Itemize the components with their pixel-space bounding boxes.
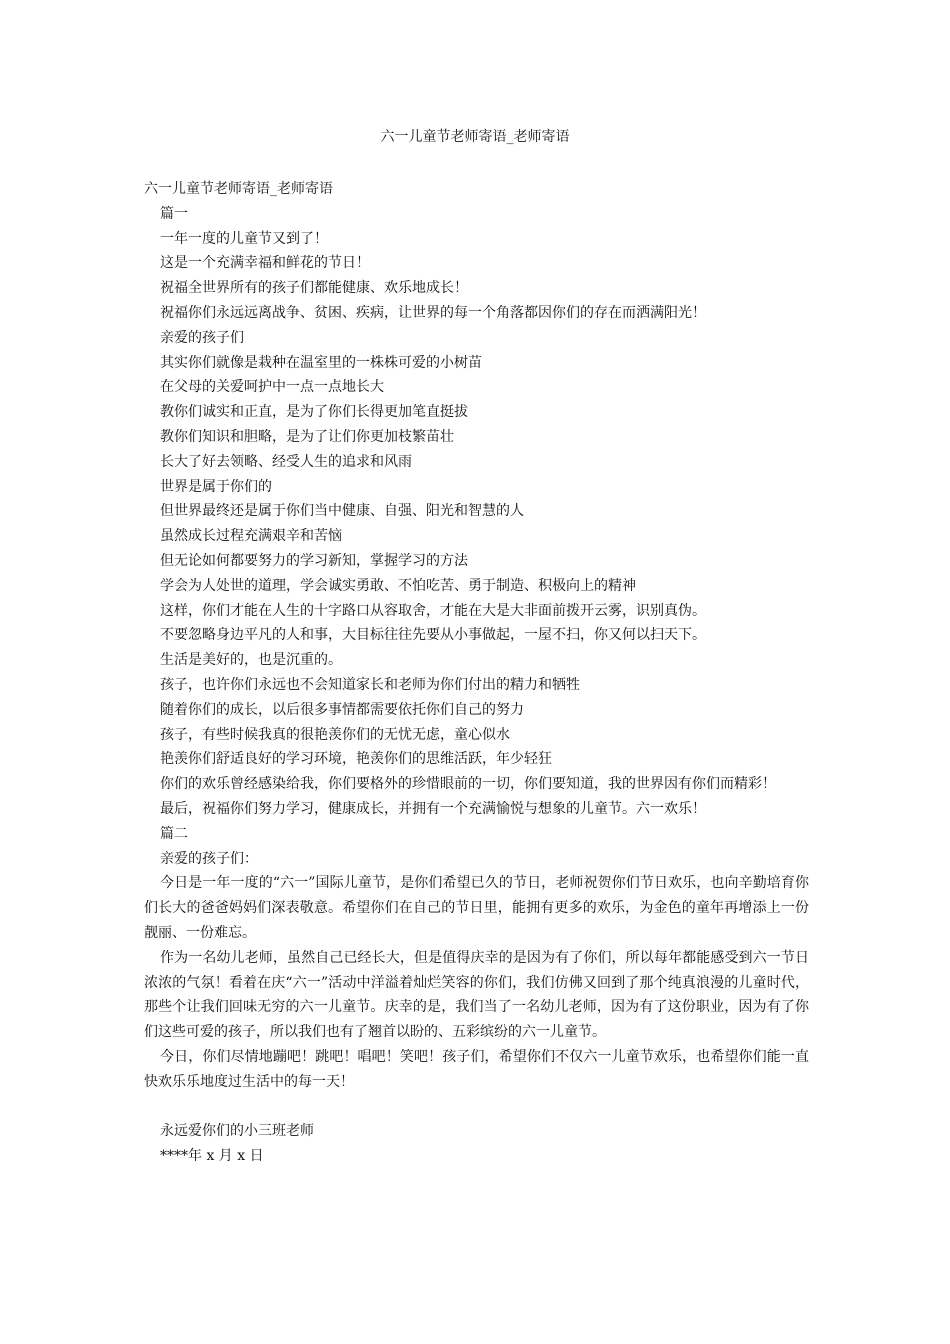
- poem-line: 随着你们的成长，以后很多事情都需要依托你们自己的努力: [160, 701, 524, 718]
- poem-line: 不要忽略身边平凡的人和事，大目标往往先要从小事做起，一屋不扫，你又何以扫天下。: [160, 627, 706, 644]
- signature-date: ****年 x 月 x 日: [160, 1148, 264, 1165]
- poem-line: 虽然成长过程充满艰辛和苦恼: [160, 528, 342, 545]
- poem-line: 这是一个充满幸福和鲜花的节日！: [160, 255, 370, 272]
- poem-line: 但无论如何都要努力的学习新知，掌握学习的方法: [160, 552, 468, 569]
- poem-line: 孩子，也许你们永远也不会知道家长和老师为你们付出的精力和牺牲: [160, 676, 580, 693]
- document-heading: 六一儿童节老师寄语_老师寄语: [144, 181, 333, 197]
- poem-line: 这样，你们才能在人生的十字路口从容取舍，才能在大是大非面前拨开云雾，识别真伪。: [160, 602, 706, 619]
- section2-paragraph-3: 今日，你们尽情地蹦吧！跳吧！唱吧！笑吧！孩子们，希望你们不仅六一儿童节欢乐，也希望你们能一直快欢乐乐地度过生活中的每一天！: [144, 1048, 809, 1090]
- section-label-2: 篇二: [160, 825, 188, 842]
- poem-line: 其实你们就像是栽种在温室里的一株株可爱的小树苗: [160, 354, 482, 371]
- section2-paragraph-2: 作为一名幼儿老师，虽然自己已经长大，但是值得庆幸的是因为有了你们，所以每年都能感受到六一节日浓浓的气氛！看着在庆“六一”活动中洋溢着灿烂笑容的你们，我们仿佛又回到了那个纯真浪漫的儿童时代，那些个让我们回味无穷的六一儿童节。庆幸的是，我们当了一名幼儿老师，因为有了这份职业，因为有了你们这些可爱的孩子，所以我们也有了翘首以盼的、五彩缤纷的六一儿童节。: [144, 949, 809, 1041]
- signature: 永远爱你们的小三班老师: [160, 1123, 314, 1140]
- section2-paragraph-1: 今日是一年一度的“六一”国际儿童节，是你们希望已久的节日，老师祝贺你们节日欢乐，也向辛勤培育你们长大的爸爸妈妈们深表敬意。希望你们在自己的节日里，能拥有更多的欢乐，为金色的童年再增添上一份靓丽、一份难忘。: [144, 875, 809, 941]
- poem-line: 但世界最终还是属于你们当中健康、自强、阳光和智慧的人: [160, 503, 524, 520]
- poem-line: 一年一度的儿童节又到了！: [160, 230, 328, 247]
- poem-line: 学会为人处世的道理，学会诚实勇敢、不怕吃苦、勇于制造、积极向上的精神: [160, 577, 636, 594]
- poem-line: 孩子，有些时候我真的很艳羡你们的无忧无虑，童心似水: [160, 726, 510, 743]
- section-label-1: 篇一: [160, 205, 188, 222]
- poem-line: 生活是美好的，也是沉重的。: [160, 652, 342, 669]
- poem-line: 教你们知识和胆略，是为了让们你更加枝繁苗壮: [160, 428, 454, 445]
- document-body: [144, 177, 809, 1169]
- poem-line: 在父母的关爱呵护中一点一点地长大: [160, 379, 384, 396]
- document-title: 六一儿童节老师寄语_老师寄语: [380, 129, 570, 145]
- poem-line: 祝福全世界所有的孩子们都能健康、欢乐地成长！: [160, 280, 468, 297]
- poem-line: 祝福你们永远远离战争、贫困、疾病，让世界的每一个角落都因你们的存在而洒满阳光！: [160, 304, 706, 321]
- poem-line: 教你们诚实和正直，是为了你们长得更加笔直挺拔: [160, 404, 468, 421]
- blank-line: [144, 1094, 809, 1119]
- poem-line: 亲爱的孩子们: [160, 329, 244, 346]
- poem-line: 长大了好去领略、经受人生的追求和风雨: [160, 453, 412, 470]
- section1-paragraph: 你们的欢乐曾经感染给我，你们要格外的珍惜眼前的一切，你们要知道，我的世界因有你们而精彩！: [160, 776, 776, 793]
- section1-closing: 最后，祝福你们努力学习，健康成长，并拥有一个充满愉悦与想象的儿童节。六一欢乐！: [160, 800, 706, 817]
- poem-line: 世界是属于你们的: [160, 478, 272, 495]
- greeting: 亲爱的孩子们：: [160, 850, 258, 867]
- poem-line: 艳羡你们舒适良好的学习环境，艳羡你们的思维活跃，年少轻狂: [160, 751, 552, 768]
